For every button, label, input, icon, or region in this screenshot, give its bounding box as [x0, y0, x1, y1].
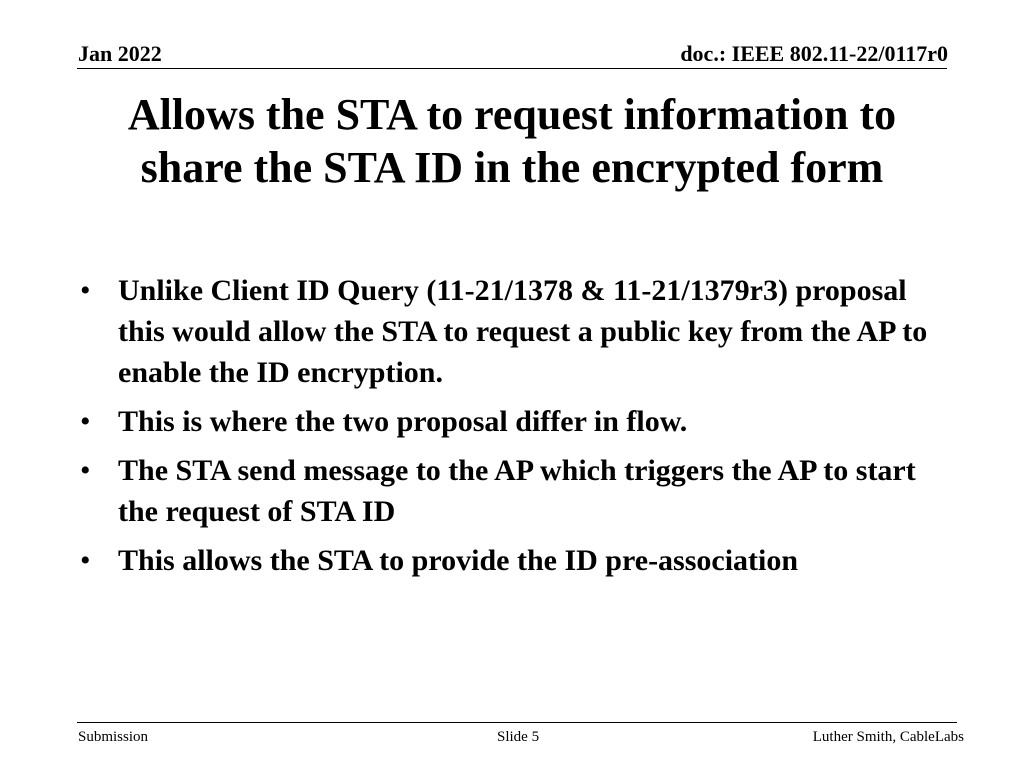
header-divider [77, 68, 947, 69]
slide-title-line-1: Allows the STA to request information to [127, 90, 897, 139]
footer-author: Luther Smith, CableLabs [812, 729, 964, 745]
bullet-item [72, 450, 952, 532]
slide-title [60, 88, 964, 194]
footer-slide-number: Slide 5 [497, 729, 540, 745]
bullet-text: Unlike Client ID Query (11-21/1378 & 11-21/1379r3) proposal this would allow the STA to request a public key from the AP to enable the ID encryption. [118, 274, 928, 389]
bullet-marker: • [80, 544, 91, 577]
bullet-marker: • [80, 405, 91, 438]
header-date: Jan 2022 [78, 41, 162, 66]
footer-submission: Submission [78, 729, 149, 745]
bullet-text: The STA send message to the AP which triggers the AP to start the request of STA ID [118, 454, 916, 528]
bullet-text: This is where the two proposal differ in flow. [118, 405, 688, 438]
bullet-item [72, 401, 952, 442]
bullet-item [72, 540, 952, 581]
slide-title-line-2: share the STA ID in the encrypted form [140, 143, 884, 192]
bullet-marker: • [80, 274, 91, 307]
header-doc-id: doc.: IEEE 802.11-22/0117r0 [680, 41, 948, 66]
bullet-item [72, 270, 952, 393]
bullet-list [72, 270, 952, 589]
bullet-text: This allows the STA to provide the ID pre-association [118, 544, 799, 577]
bullet-marker: • [80, 454, 91, 487]
footer-divider [77, 722, 957, 723]
